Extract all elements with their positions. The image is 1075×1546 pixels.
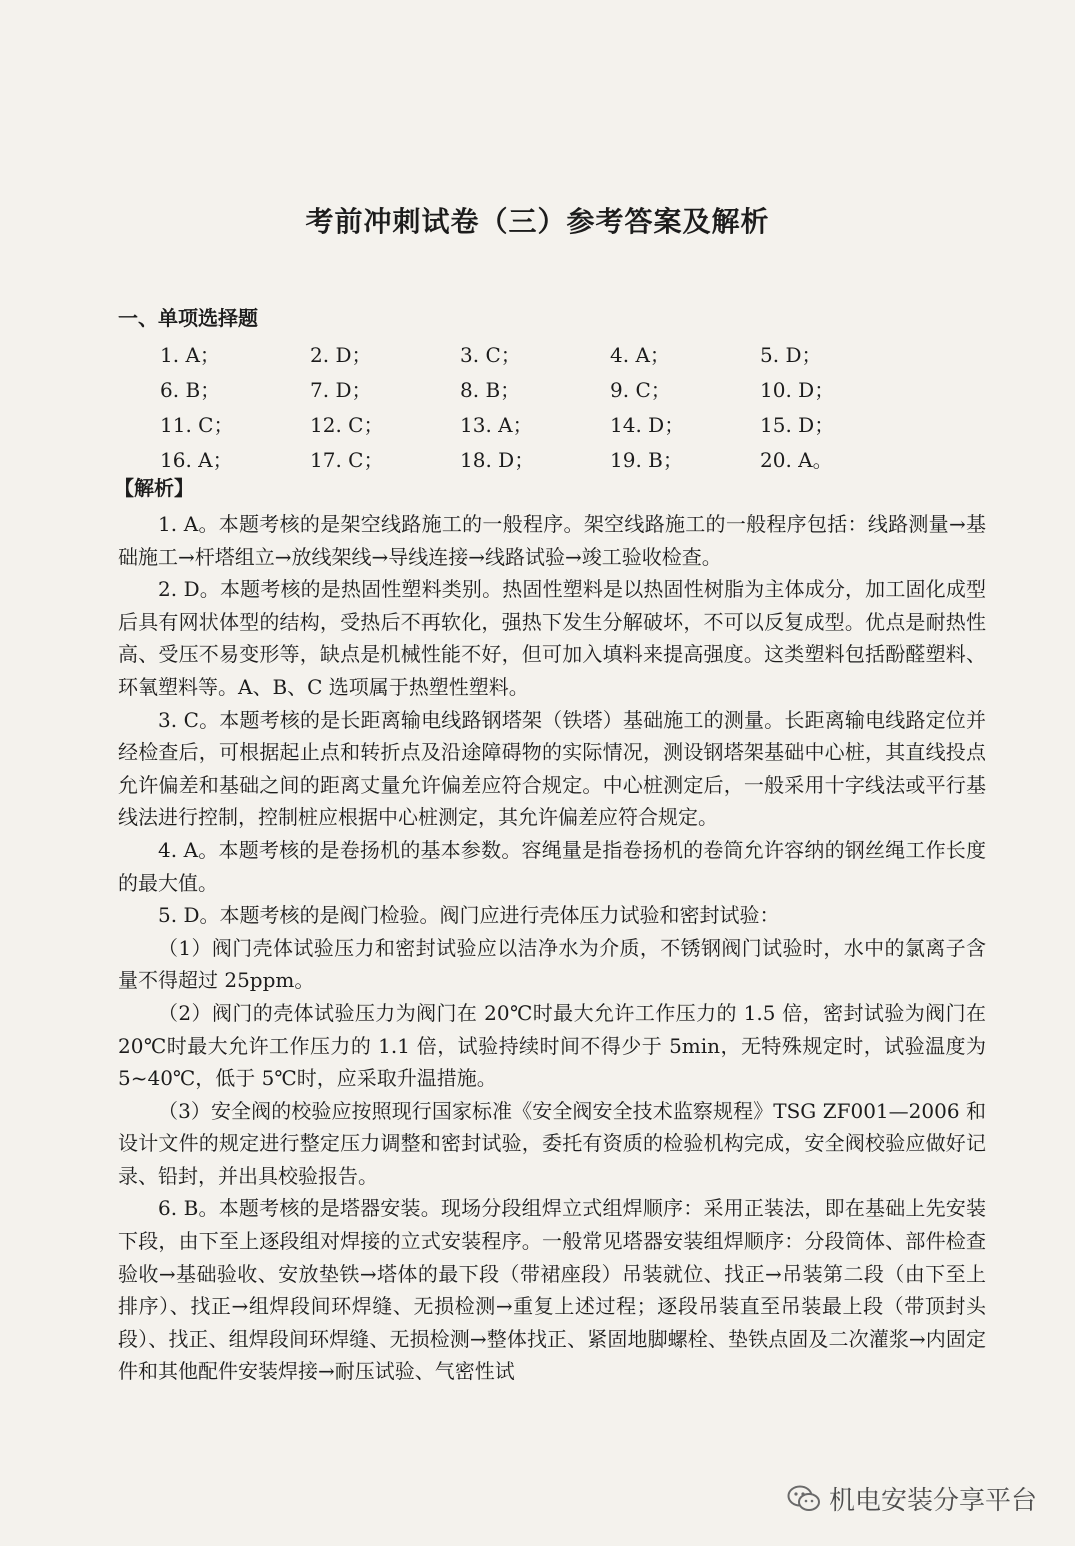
section-heading-single-choice: 一、单项选择题: [118, 306, 258, 330]
answer-row: [160, 338, 880, 373]
answer-row: [160, 443, 880, 478]
answer-item: 17. C；: [310, 448, 384, 472]
wechat-icon: [787, 1485, 821, 1513]
analysis-paragraph: （2）阀门的壳体试验压力为阀门在 20℃时最大允许工作压力的 1.5 倍，密封试验为阀门在 20℃时最大允许工作压力的 1.1 倍，试验持续时间不得少于 5min，无特殊规定时，试验温度为 5~40℃，低于 5℃时，应采取升温措施。: [118, 1000, 986, 1091]
answer-item: 14. D；: [610, 413, 685, 437]
answer-item: 12. C；: [310, 413, 384, 437]
answer-item: 19. B；: [610, 448, 683, 472]
answer-item: 15. D；: [760, 413, 835, 437]
answer-item: 6. B；: [160, 378, 221, 402]
analysis-paragraph: 4. A。本题考核的是卷扬机的基本参数。容绳量是指卷扬机的卷筒允许容纳的钢丝绳工作长度的最大值。: [118, 837, 986, 895]
answer-item: 4. A；: [610, 343, 670, 367]
answer-item: 7. D；: [310, 378, 372, 402]
answer-row: [160, 373, 880, 408]
analysis-paragraph: 6. B。本题考核的是塔器安装。现场分段组焊立式组焊顺序：采用正装法，即在基础上先安装下段，由下至上逐段组对焊接的立式安装程序。一般常见塔器安装组焊顺序：分段筒体、部件检查验收→基础验收、安放垫铁→塔体的最下段（带裙座段）吊装就位、找正→吊装第二段（由下至上排序）、找正→组焊段间环焊缝、无损检测→重复上述过程；逐段吊装直至吊装最上段（带顶封头段）、找正、组焊段间环焊缝、无损检测→整体找正、紧固地脚螺栓、垫铁点固及二次灌浆→内固定件和其他配件安装焊接→耐压试验、气密性试: [118, 1196, 986, 1384]
watermark-text: 机电安装分享平台: [828, 1486, 1037, 1516]
answer-row: [160, 408, 880, 443]
analysis-paragraph: 2. D。本题考核的是热固性塑料类别。热固性塑料是以热固性树脂为主体成分，加工固化成型后具有网状体型的结构，受热后不再软化，强热下发生分解破坏，不可以反复成型。优点是耐热性高、受压不易变形等，缺点是机械性能不好，但可加入填料来提高强度。这类塑料包括酚醛塑料、环氧塑料等。A、B、C 选项属于热塑性塑料。: [118, 577, 986, 699]
analysis-body: [118, 508, 986, 1388]
answer-item: 8. B；: [460, 378, 521, 402]
analysis-paragraph: 3. C。本题考核的是长距离输电线路钢塔架（铁塔）基础施工的测量。长距离输电线路定位并经检查后，可根据起止点和转折点及沿途障碍物的实际情况，测设钢塔架基础中心桩，其直线投点允许偏差和基础之间的距离丈量允许偏差应符合规定。中心桩测定后，一般采用十字线法或平行基线法进行控制，控制桩应根据中心桩测定，其允许偏差应符合规定。: [118, 707, 986, 830]
answer-key-grid: [160, 338, 880, 478]
answer-item: 20. A。: [760, 448, 833, 472]
answer-item: 10. D；: [760, 378, 835, 402]
answer-item: 9. C；: [610, 378, 671, 402]
analysis-paragraph: （1）阀门壳体试验压力和密封试验应以洁净水为介质，不锈钢阀门试验时，水中的氯离子含量不得超过 25ppm。: [118, 935, 986, 993]
answer-item: 11. C；: [160, 413, 234, 437]
page-title: 考前冲刺试卷（三）参考答案及解析: [305, 205, 770, 238]
analysis-heading: 【解析】: [114, 476, 194, 500]
analysis-paragraph: 1. A。本题考核的是架空线路施工的一般程序。架空线路施工的一般程序包括：线路测量→基础施工→杆塔组立→放线架线→导线连接→线路试验→竣工验收检查。: [118, 512, 986, 569]
answer-item: 16. A；: [160, 448, 233, 472]
analysis-paragraph: 5. D。本题考核的是阀门检验。阀门应进行壳体压力试验和密封试验：: [158, 903, 780, 928]
answer-item: 13. A；: [460, 413, 533, 437]
answer-item: 3. C；: [460, 343, 521, 367]
answer-item: 18. D；: [460, 448, 535, 472]
answer-item: 5. D；: [760, 343, 822, 367]
answer-item: 2. D；: [310, 343, 372, 367]
watermark: [787, 1480, 1037, 1517]
analysis-paragraph: （3）安全阀的校验应按照现行国家标准《安全阀安全技术监察规程》TSG ZF001—2006 和设计文件的规定进行整定压力调整和密封试验，委托有资质的检验机构完成，安全阀校验应做好记录、铅封，并出具校验报告。: [118, 1098, 986, 1188]
answer-item: 1. A；: [160, 343, 220, 367]
